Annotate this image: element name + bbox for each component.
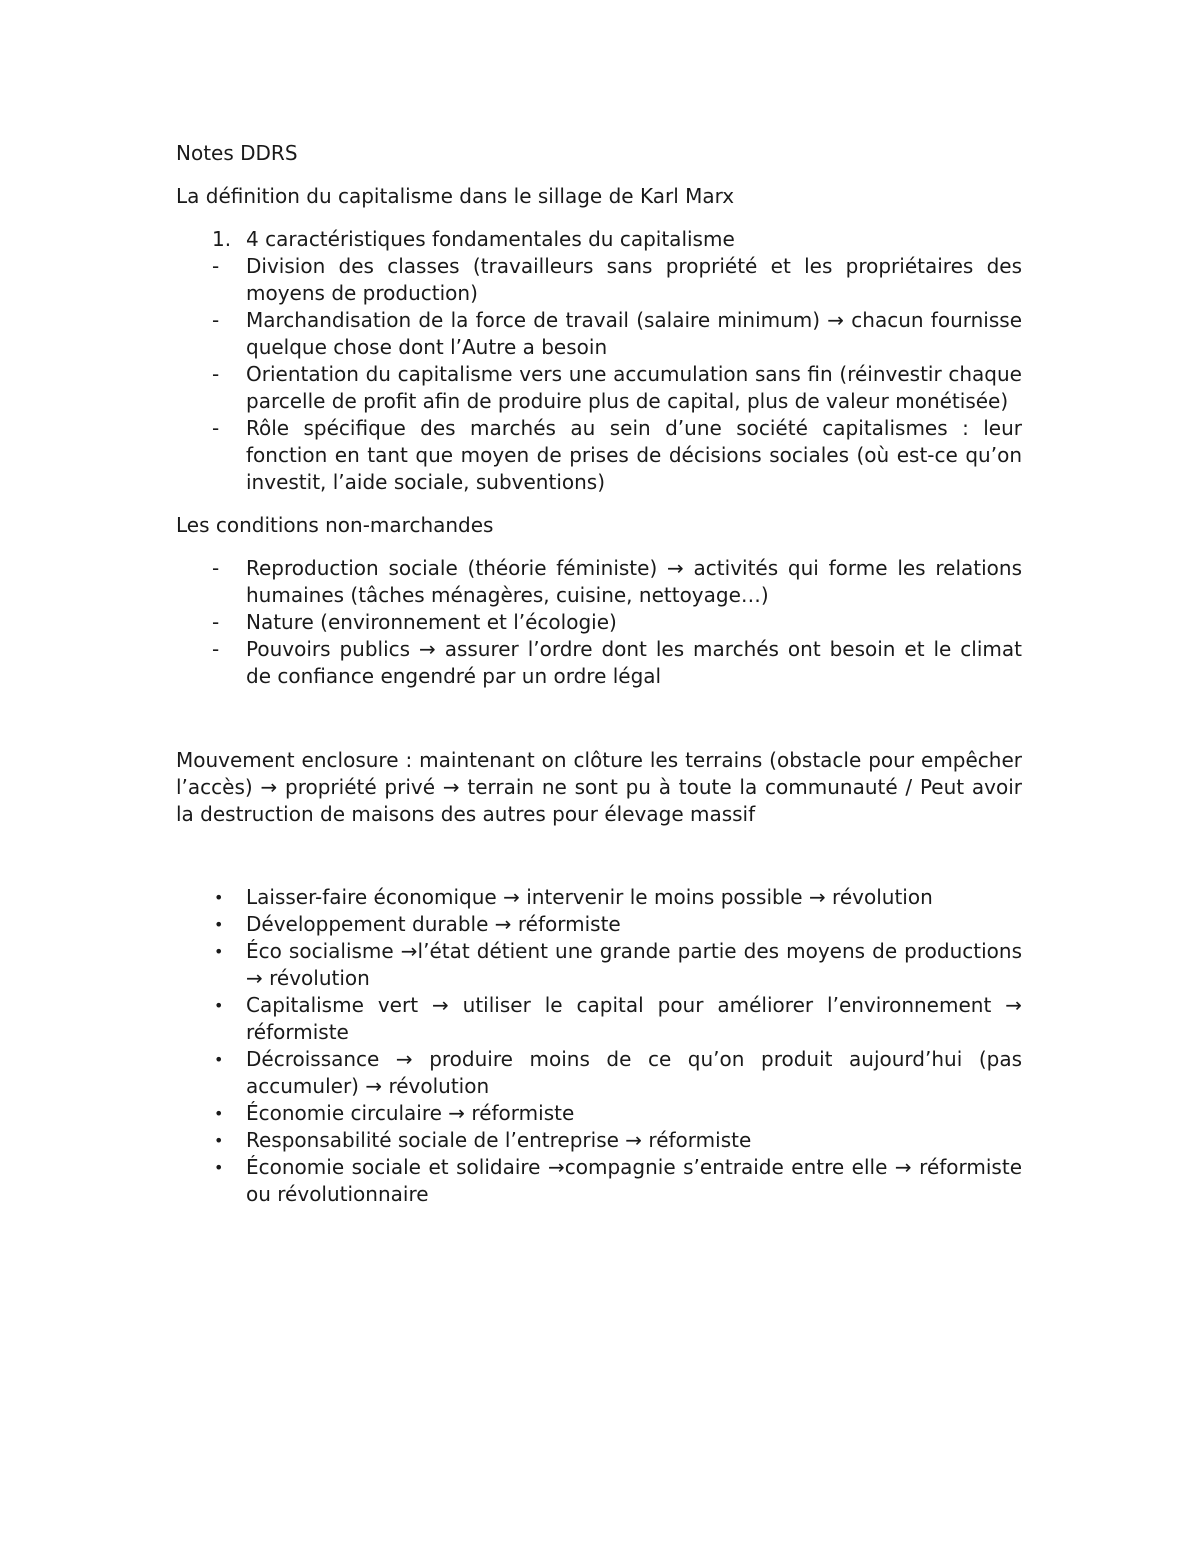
dash-marker: -: [212, 416, 220, 440]
section-title-conditions: Les conditions non-marchandes: [176, 513, 494, 537]
list-item-text: Économie circulaire → réformiste: [246, 1101, 575, 1125]
section-title-capitalism: La définition du capitalisme dans le sillage de Karl Marx: [176, 184, 735, 208]
numbered-item-text: 4 caractéristiques fondamentales du capitalisme: [246, 227, 735, 251]
list-item-text: Responsabilité sociale de l’entreprise → réformiste: [246, 1128, 752, 1152]
list-item-text: Orientation du capitalisme vers une accumulation sans fin (réinvestir chaque parcelle de profit afin de produire plus de capital, plus de valeur monétisée): [246, 362, 1022, 413]
document-page: [176, 140, 1022, 1208]
list-item: [176, 1127, 1022, 1154]
list-item: [176, 307, 1022, 361]
list-item: [176, 636, 1022, 690]
bullet-marker: •: [214, 915, 224, 934]
list-item-text: Reproduction sociale (théorie féministe) → activités qui forme les relations humaines (tâches ménagères, cuisine, nettoyage…): [246, 556, 1022, 607]
dash-marker: -: [212, 637, 220, 661]
list-item-text: Rôle spécifique des marchés au sein d’une société capitalismes : leur fonction en tant que moyen de prises de décisions sociales (où est-ce qu’on investit, l’aide sociale, subventions): [246, 416, 1022, 494]
list-item: [176, 1100, 1022, 1127]
list-item-text: Développement durable → réformiste: [246, 912, 621, 936]
bullet-marker: •: [214, 888, 224, 907]
list-item-text: Nature (environnement et l’écologie): [246, 610, 617, 634]
bullet-marker: •: [214, 1131, 224, 1150]
list-item: [176, 992, 1022, 1046]
dash-marker: -: [212, 362, 220, 386]
bullet-marker: •: [214, 996, 224, 1015]
characteristics-list: [176, 253, 1022, 496]
bullet-marker: •: [214, 1050, 224, 1069]
dash-marker: -: [212, 556, 220, 580]
list-item: [176, 415, 1022, 496]
list-item-text: Économie sociale et solidaire →compagnie s’entraide entre elle → réformiste ou révolutionnaire: [246, 1155, 1022, 1206]
list-item-text: Division des classes (travailleurs sans propriété et les propriétaires des moyens de production): [246, 254, 1022, 305]
list-item: [176, 361, 1022, 415]
list-item: [176, 884, 1022, 911]
bullet-marker: •: [214, 1158, 224, 1177]
list-item: [176, 1046, 1022, 1100]
list-item-text: Laisser-faire économique → intervenir le moins possible → révolution: [246, 885, 933, 909]
list-item-text: Pouvoirs publics → assurer l’ordre dont les marchés ont besoin et le climat de confiance engendré par un ordre légal: [246, 637, 1022, 688]
document-title: Notes DDRS: [176, 141, 298, 165]
numbered-list: [176, 226, 1022, 253]
numbered-item: [176, 226, 1022, 253]
list-item: [176, 938, 1022, 992]
dash-marker: -: [212, 254, 220, 278]
list-item-text: Éco socialisme →l’état détient une grande partie des moyens de productions → révolution: [246, 939, 1022, 990]
positions-list: [176, 884, 1022, 1208]
list-item-text: Marchandisation de la force de travail (salaire minimum) → chacun fournisse quelque chose dont l’Autre a besoin: [246, 308, 1022, 359]
number-marker: 1.: [212, 227, 232, 251]
enclosure-paragraph: Mouvement enclosure : maintenant on clôture les terrains (obstacle pour empêcher l’accès) → propriété privé → terrain ne sont pu à toute la communauté / Peut avoir la destruction de maisons des autres pour élevage massif: [176, 748, 1022, 826]
list-item: [176, 1154, 1022, 1208]
list-item-text: Capitalisme vert → utiliser le capital pour améliorer l’environnement → réformiste: [246, 993, 1022, 1044]
list-item-text: Décroissance → produire moins de ce qu’on produit aujourd’hui (pas accumuler) → révolution: [246, 1047, 1022, 1098]
conditions-list: [176, 555, 1022, 690]
list-item: [176, 609, 1022, 636]
bullet-marker: •: [214, 1104, 224, 1123]
bullet-marker: •: [214, 942, 224, 961]
dash-marker: -: [212, 308, 220, 332]
list-item: [176, 911, 1022, 938]
list-item: [176, 555, 1022, 609]
list-item: [176, 253, 1022, 307]
dash-marker: -: [212, 610, 220, 634]
